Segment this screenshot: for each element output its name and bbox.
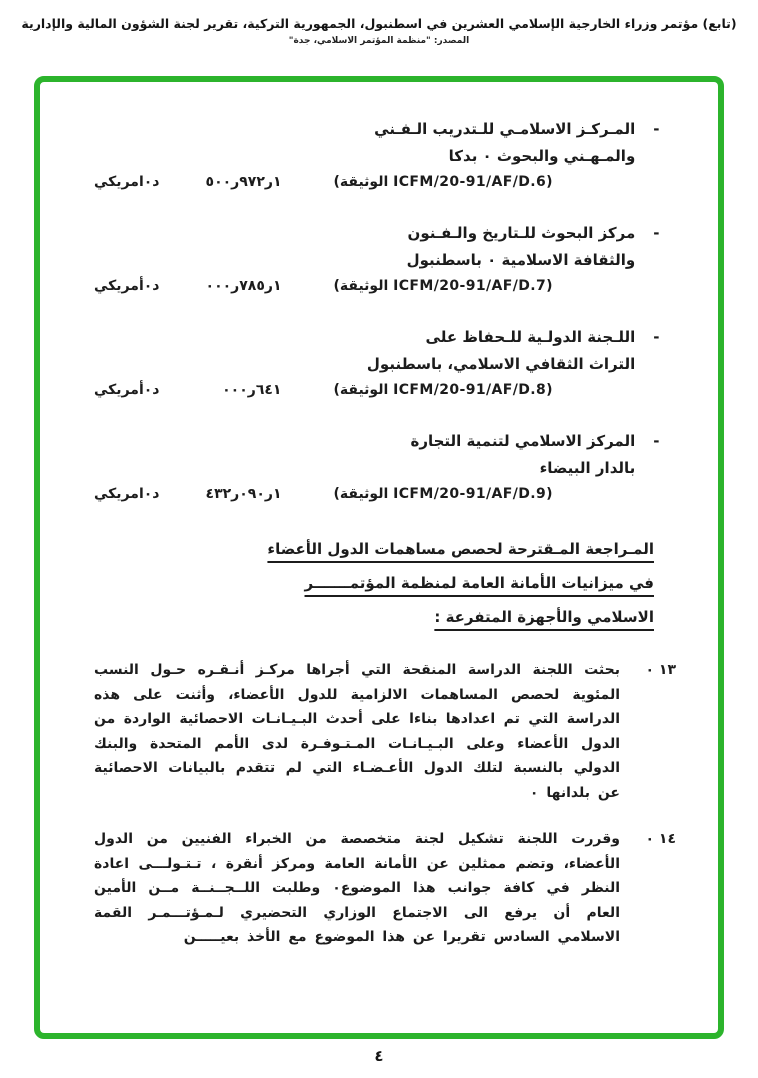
dash-bullet: - bbox=[653, 120, 660, 138]
budget-item-2 bbox=[94, 220, 660, 294]
page-footer bbox=[0, 1047, 758, 1065]
budget-item-4 bbox=[94, 428, 660, 502]
paragraph-text: وقررت اللجنة تشكيل لجنة متخصصة من الخبراء الفنيين من الدول الأعضاء، وتضم ممثلين عن الأمانة العامة ومركز أنقرة ، تـتـولـــى اعادة النظر في كافة جوانب هذا الموضوع٠ وطلبت اللــجــنــة مــن الأمين العام أن يرفع الى الاجتماع الوزاري التحضيري لـمـؤتـــمـر القمة الاسلامي السادس تقريرا عن هذا الموضوع مع الأخذ بعيـــــن bbox=[94, 831, 620, 945]
currency-label: د٠أمريكي bbox=[94, 278, 160, 294]
amount-value: ٦٤١ر٠٠٠ bbox=[222, 382, 282, 398]
document-reference: (الوثيقة ICFM/20-91/AF/D.7) bbox=[333, 278, 553, 294]
budget-item-3 bbox=[94, 324, 660, 398]
budget-item-1 bbox=[94, 116, 660, 190]
item-title-line: والثقافة الاسلامية ٠ باسطنبول bbox=[406, 251, 636, 269]
item-reference-line bbox=[94, 486, 660, 502]
document-reference: (الوثيقة ICFM/20-91/AF/D.6) bbox=[333, 174, 553, 190]
item-title-line: مركز البحوث للـتاريخ والـفـنون bbox=[407, 224, 636, 242]
paragraph-number: ١٤ ٠ bbox=[645, 831, 676, 847]
item-title-line: التراث الثقافي الاسلامي، باسطنبول bbox=[366, 355, 636, 373]
dash-bullet: - bbox=[653, 432, 660, 450]
item-reference-line bbox=[94, 174, 660, 190]
document-reference: (الوثيقة ICFM/20-91/AF/D.9) bbox=[333, 486, 553, 502]
currency-label: د٠أمريكي bbox=[94, 382, 160, 398]
source-line: المصدر: "منظمة المؤتمر الاسلامي، جدة" bbox=[288, 36, 470, 46]
section-heading-line: الاسلامي والأجهزة المتفرعة : bbox=[434, 608, 654, 626]
document-reference: (الوثيقة ICFM/20-91/AF/D.8) bbox=[333, 382, 553, 398]
page-title: (تابع) مؤتمر وزراء الخارجية الإسلامي العشرين في اسطنبول، الجمهورية التركية، تقرير لجنة الشؤون المالية والإدارية bbox=[21, 16, 737, 31]
currency-label: د٠امريكي bbox=[94, 486, 160, 502]
content-frame bbox=[34, 76, 724, 1039]
amount-value: ١ر٠٩٠ر٤٣٢ bbox=[205, 486, 282, 502]
paragraph-text: بحثت اللجنة الدراسة المنقحة التي أجراها مركـز أنـقـره حـول النسب المئوية لحصص المساهمات الالزامية للدول الأعضاء، وأثنت على هذه الدراسة التي تم اعدادها بناءا على أحدث البـيـانـات الاحصائية الواردة من الدول الأعضاء وعلى البـيـانـات المـتـوفـرة لدى الأمم المتحدة والبنك الدولي بالنسبة لتلك الدول الأعـضـاء التي لم تتقدم بالبيانات الاحصائية عن بلدانها ٠ bbox=[94, 662, 620, 801]
paragraph-13 bbox=[94, 658, 676, 805]
item-title-line: المركز الاسلامي لتنمية التجارة bbox=[410, 432, 636, 450]
currency-label: د٠امريكي bbox=[94, 174, 160, 190]
item-title-line: والمـهـني والبحوث ٠ بدكا bbox=[448, 147, 636, 165]
section-heading-line: في ميزانيات الأمانة العامة لمنظمة المؤتمـــــــر bbox=[304, 574, 654, 592]
item-title-line: بالدار البيضاء bbox=[539, 459, 636, 477]
section-heading-line: المـراجعة المـقترحة لحصص مساهمات الدول الأعضاء bbox=[267, 540, 654, 558]
paragraph-number: ١٣ ٠ bbox=[645, 662, 676, 678]
item-title-line: اللـجنة الدولـية للـحفاظ على bbox=[425, 328, 636, 346]
item-reference-line bbox=[94, 278, 660, 294]
item-title-line: المـركـز الاسلامـي للـتدريب الـفـني bbox=[374, 120, 636, 138]
amount-value: ١ر٩٧٢ر٥٠٠ bbox=[205, 174, 282, 190]
paragraph-14 bbox=[94, 827, 676, 950]
document-header bbox=[0, 16, 758, 46]
amount-value: ١ر٧٨٥ر٠٠٠ bbox=[205, 278, 282, 294]
page-number: ٤ bbox=[374, 1047, 384, 1065]
dash-bullet: - bbox=[653, 224, 660, 242]
scanned-text-area bbox=[40, 82, 718, 950]
dash-bullet: - bbox=[653, 328, 660, 346]
item-reference-line bbox=[94, 382, 660, 398]
section-heading bbox=[94, 532, 654, 634]
